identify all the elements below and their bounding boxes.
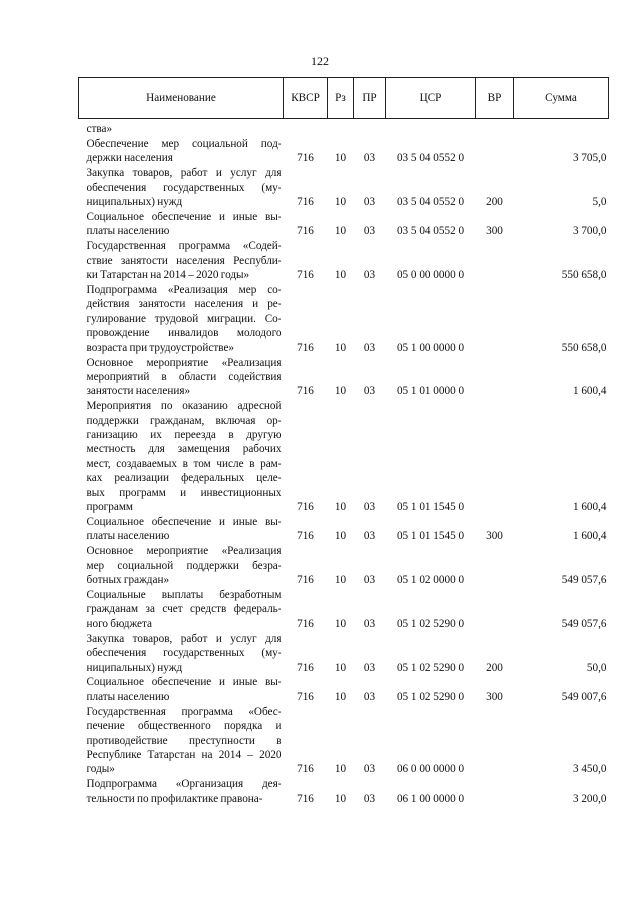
row-name-line: Подпрограмма «Организация дея- [86, 778, 282, 791]
row-name [79, 283, 284, 356]
header-rz: Рз [328, 78, 354, 119]
row-pr: 03 [363, 225, 376, 238]
row-csr: 05 1 02 5290 0 [396, 661, 465, 674]
row-pr: 03 [363, 690, 376, 703]
row-rz: 10 [334, 385, 347, 398]
row-kvsr: 716 [297, 661, 314, 674]
row-name-line: программ [86, 501, 133, 514]
row-csr: 06 1 00 0000 0 [396, 792, 465, 805]
row-name-line: Обеспечение мер социальной под- [86, 137, 282, 150]
row-vr: 200 [486, 196, 503, 209]
row-rz: 10 [334, 269, 347, 282]
row-vr [476, 119, 514, 137]
row-csr: 05 0 00 0000 0 [396, 269, 465, 282]
row-name [79, 356, 284, 400]
header-name: Наименование [79, 78, 284, 119]
table-row [79, 283, 609, 356]
row-name-line: вых программ и инвестиционных [86, 486, 282, 499]
row-sum: 549 057,6 [561, 574, 607, 587]
row-kvsr: 716 [297, 763, 314, 776]
row-vr [476, 283, 514, 356]
row-name [79, 119, 284, 137]
row-vr [476, 777, 514, 806]
row-csr: 03 5 04 0552 0 [396, 225, 465, 238]
row-sum: 3 450,0 [572, 763, 607, 776]
row-name-line: ганизацию их переезда в другую [86, 429, 282, 442]
row-name-line: ботных граждан» [86, 574, 170, 587]
row-name-line: Социальное обеспечение и иные вы- [86, 676, 282, 689]
row-kvsr: 716 [297, 196, 314, 209]
row-pr: 03 [363, 152, 376, 165]
row-rz: 10 [334, 501, 347, 514]
table-body [79, 119, 609, 807]
budget-table-container [78, 77, 608, 807]
row-rz: 10 [334, 225, 347, 238]
row-name [79, 777, 284, 806]
table-row [79, 515, 609, 544]
row-name-line: противодействие преступности в [86, 734, 282, 747]
row-pr: 03 [363, 269, 376, 282]
row-name-line: ного бюджета [86, 617, 152, 630]
row-name-line: Мероприятия по оказанию адресной [86, 400, 282, 413]
row-name-line: Социальные выплаты безработным [86, 589, 282, 601]
row-sum: 1 600,4 [572, 385, 607, 398]
row-pr: 03 [363, 196, 376, 209]
header-csr: ЦСР [386, 78, 476, 119]
row-csr: 03 5 04 0552 0 [396, 196, 465, 209]
row-csr: 05 1 02 5290 0 [396, 617, 465, 630]
row-pr: 03 [363, 501, 376, 514]
row-pr: 03 [363, 792, 376, 805]
row-csr: 03 5 04 0552 0 [396, 152, 465, 165]
row-name-line: поддержки гражданам, включая ор- [86, 414, 282, 427]
table-row [79, 210, 609, 239]
row-name-line: ствие занятости населения Республи- [86, 254, 282, 267]
row-rz: 10 [334, 341, 347, 354]
row-vr: 300 [486, 225, 503, 238]
row-pr: 03 [363, 574, 376, 587]
row-name-line: Социальное обеспечение и иные вы- [86, 210, 282, 223]
row-sum: 3 200,0 [572, 792, 607, 805]
header-pr: ПР [354, 78, 386, 119]
row-sum: 3 705,0 [572, 152, 607, 165]
row-sum: 3 700,0 [572, 225, 607, 238]
table-row [79, 119, 609, 137]
row-name [79, 675, 284, 704]
row-name-line: ниципальных) нужд [86, 196, 183, 209]
row-name-line: обеспечения государственных (му- [86, 647, 282, 660]
table-row [79, 239, 609, 283]
row-name [79, 705, 284, 778]
row-kvsr: 716 [297, 152, 314, 165]
row-rz: 10 [334, 530, 347, 543]
row-name [79, 210, 284, 239]
row-name-line: гулирование трудовой миграции. Со- [86, 312, 282, 325]
row-name-line: Закупка товаров, работ и услуг для [86, 167, 282, 180]
row-pr [354, 119, 386, 137]
row-csr: 05 1 02 5290 0 [396, 690, 465, 703]
row-csr: 05 1 02 0000 0 [396, 574, 465, 587]
row-rz: 10 [334, 152, 347, 165]
row-pr: 03 [363, 617, 376, 630]
table-row [79, 588, 609, 632]
row-name-line: Государственная программа «Содей- [86, 240, 282, 253]
row-name-line: годы» [86, 763, 115, 776]
row-name-line: провождение инвалидов молодого [86, 327, 282, 340]
row-pr: 03 [363, 341, 376, 354]
row-name [79, 515, 284, 544]
row-csr: 05 1 01 0000 0 [396, 385, 465, 398]
row-name-line: мест, создаваемых в том числе в рам- [86, 457, 282, 470]
row-sum: 550 658,0 [561, 269, 607, 282]
row-name [79, 632, 284, 676]
table-row [79, 137, 609, 166]
row-name-line: обеспечения государственных (му- [86, 181, 282, 194]
row-csr [386, 119, 476, 137]
row-sum: 1 600,4 [572, 530, 607, 543]
row-vr [476, 137, 514, 166]
row-name-line: ства» [86, 123, 113, 135]
row-vr [476, 356, 514, 400]
header-kvsr: КВСР [284, 78, 328, 119]
header-vr: ВР [476, 78, 514, 119]
row-name-line: занятости населения» [86, 385, 191, 398]
row-name-line: Основное мероприятие «Реализация [86, 356, 282, 369]
row-vr [476, 588, 514, 632]
row-name-line: Государственная программа «Обес- [86, 705, 282, 718]
row-sum: 549 007,6 [561, 690, 607, 703]
row-name-line: действия занятости населения и ре- [86, 298, 282, 311]
row-rz: 10 [334, 196, 347, 209]
row-kvsr: 716 [297, 269, 314, 282]
row-sum: 550 658,0 [561, 341, 607, 354]
row-rz: 10 [334, 661, 347, 674]
table-row [79, 356, 609, 400]
row-rz: 10 [334, 763, 347, 776]
row-vr [476, 399, 514, 515]
row-name [79, 239, 284, 283]
row-kvsr: 716 [297, 385, 314, 398]
table-row [79, 777, 609, 806]
row-kvsr: 716 [297, 690, 314, 703]
budget-table [78, 77, 609, 807]
row-vr [476, 705, 514, 778]
row-name-line: Закупка товаров, работ и услуг для [86, 632, 282, 645]
table-header [79, 78, 609, 119]
table-row [79, 399, 609, 515]
header-sum: Сумма [514, 78, 609, 119]
row-sum: 5,0 [592, 196, 607, 209]
row-sum: 50,0 [586, 661, 607, 674]
row-kvsr: 716 [297, 225, 314, 238]
row-csr: 06 0 00 0000 0 [396, 763, 465, 776]
page-number: 122 [311, 54, 329, 68]
row-pr: 03 [363, 385, 376, 398]
row-vr [476, 544, 514, 588]
row-kvsr: 716 [297, 792, 314, 805]
row-name-line: местность для замещения рабочих [86, 443, 282, 456]
table-row [79, 705, 609, 778]
row-name [79, 399, 284, 515]
row-name-line: Подпрограмма «Реализация мер со- [86, 283, 282, 296]
row-csr: 05 1 01 1545 0 [396, 530, 465, 543]
row-kvsr [284, 119, 328, 137]
row-vr [476, 239, 514, 283]
row-kvsr: 716 [297, 574, 314, 587]
row-rz: 10 [334, 574, 347, 587]
row-name-line: платы населению [86, 530, 170, 543]
row-name-line: Республике Татарстан на 2014 – 2020 [86, 748, 282, 761]
row-rz: 10 [334, 792, 347, 805]
row-name-line: Социальное обеспечение и иные вы- [86, 515, 282, 528]
row-name-line: платы населению [86, 225, 170, 238]
row-csr: 05 1 01 1545 0 [396, 501, 465, 514]
row-pr: 03 [363, 530, 376, 543]
row-name-line: тельности по профилактике правона- [86, 792, 263, 805]
row-rz: 10 [334, 617, 347, 630]
row-name [79, 137, 284, 166]
row-name-line: гражданам за счет средств федераль- [86, 603, 282, 616]
row-rz: 10 [334, 690, 347, 703]
row-kvsr: 716 [297, 617, 314, 630]
row-name [79, 588, 284, 632]
row-vr: 300 [486, 530, 503, 543]
row-name-line: мероприятий в области содействия [86, 370, 282, 383]
row-sum [514, 119, 609, 137]
table-row [79, 632, 609, 676]
row-name-line: ки Татарстан на 2014 – 2020 годы» [86, 269, 250, 282]
row-name-line: возраста при трудоустройстве» [86, 341, 235, 354]
table-row [79, 675, 609, 704]
row-pr: 03 [363, 661, 376, 674]
row-rz [328, 119, 354, 137]
row-vr: 200 [486, 661, 503, 674]
row-name-line: держки населения [86, 152, 173, 165]
row-name [79, 166, 284, 210]
row-vr: 300 [486, 690, 503, 703]
row-kvsr: 716 [297, 530, 314, 543]
table-row [79, 544, 609, 588]
row-name-line: ниципальных) нужд [86, 661, 183, 674]
row-kvsr: 716 [297, 501, 314, 514]
row-name-line: мер социальной поддержки безра- [86, 559, 282, 572]
row-pr: 03 [363, 763, 376, 776]
row-name-line: печение общественного порядка и [86, 720, 282, 733]
table-row [79, 166, 609, 210]
row-name-line: платы населению [86, 690, 170, 703]
row-kvsr: 716 [297, 341, 314, 354]
row-sum: 1 600,4 [572, 501, 607, 514]
row-name-line: Основное мероприятие «Реализация [86, 545, 282, 558]
row-sum: 549 057,6 [561, 617, 607, 630]
row-name-line: ках реализации федеральных целе- [86, 472, 282, 485]
row-name [79, 544, 284, 588]
row-csr: 05 1 00 0000 0 [396, 341, 465, 354]
